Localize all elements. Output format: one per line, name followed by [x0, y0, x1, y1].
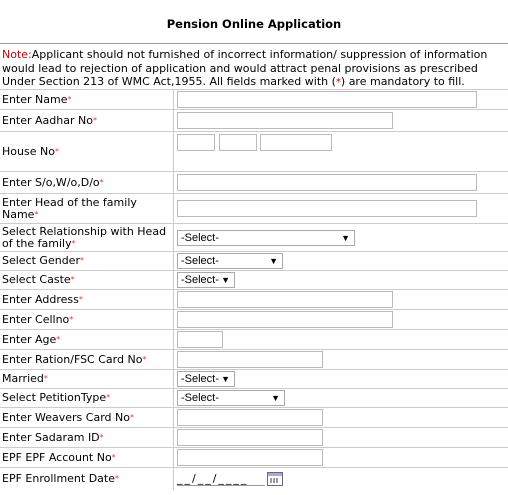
- married-label: Married: [2, 372, 44, 385]
- gender-selected-value: -Select-: [181, 255, 219, 267]
- required-marker: *: [115, 473, 120, 483]
- petition-type-selected-value: -Select-: [181, 392, 219, 404]
- swd-label: Enter S/o,W/o,D/o: [2, 175, 100, 189]
- instruction-note: [0, 43, 508, 92]
- cellno-input[interactable]: [177, 311, 393, 328]
- aadhar-input[interactable]: [177, 112, 393, 129]
- relationship-selected-value: -Select-: [181, 231, 219, 244]
- house-no-part1-input[interactable]: [177, 134, 215, 151]
- required-marker: *: [99, 177, 104, 187]
- epf-account-input[interactable]: [177, 449, 323, 466]
- sadaram-id-input[interactable]: [177, 429, 323, 446]
- required-marker: *: [43, 374, 48, 383]
- required-marker: *: [79, 256, 84, 265]
- relationship-select[interactable]: [177, 230, 355, 246]
- chevron-down-icon: ▼: [271, 393, 280, 403]
- age-input[interactable]: [177, 331, 223, 348]
- address-input[interactable]: [177, 291, 393, 308]
- calendar-icon[interactable]: [267, 472, 283, 486]
- petition-type-select[interactable]: [177, 390, 285, 406]
- married-select[interactable]: [177, 371, 235, 387]
- required-marker: *: [71, 238, 76, 248]
- chevron-down-icon: ▼: [341, 232, 350, 243]
- name-input[interactable]: [177, 91, 477, 108]
- required-marker: *: [111, 452, 116, 462]
- required-marker: *: [69, 314, 74, 324]
- note-label: Note:: [2, 48, 32, 61]
- address-label: Enter Address: [2, 292, 79, 306]
- ration-card-input[interactable]: [177, 351, 323, 368]
- house-no-label: House No: [2, 144, 55, 158]
- page-title: Pension Online Application: [166, 17, 342, 31]
- application-form: [0, 89, 508, 490]
- name-label: Enter Name: [2, 92, 68, 106]
- weavers-card-input[interactable]: [177, 409, 323, 426]
- head-of-family-input[interactable]: [177, 200, 477, 217]
- required-marker: *: [56, 334, 61, 344]
- required-marker: *: [70, 275, 75, 284]
- required-marker: *: [106, 393, 111, 402]
- relationship-label: Select Relationship with Head of the family: [2, 224, 167, 250]
- weavers-card-label: Enter Weavers Card No: [2, 410, 130, 424]
- caste-select[interactable]: [177, 272, 235, 288]
- house-no-part2-input[interactable]: [219, 134, 257, 151]
- chevron-down-icon: ▼: [221, 374, 230, 384]
- aadhar-label: Enter Aadhar No: [2, 113, 93, 127]
- note-required-mark: *: [335, 77, 341, 88]
- note-text-after: ) are mandatory to fill.: [340, 75, 465, 88]
- ration-card-label: Enter Ration/FSC Card No: [2, 352, 143, 366]
- required-marker: *: [34, 209, 39, 219]
- epf-account-label: EPF EPF Account No: [2, 450, 112, 464]
- required-marker: *: [142, 354, 147, 364]
- house-no-part3-input[interactable]: [260, 134, 332, 151]
- required-marker: *: [54, 146, 59, 156]
- age-label: Enter Age: [2, 332, 57, 346]
- required-marker: *: [99, 432, 104, 442]
- required-marker: *: [67, 94, 72, 104]
- gender-select[interactable]: [177, 253, 283, 269]
- married-selected-value: -Select-: [181, 373, 219, 385]
- gender-label: Select Gender: [2, 254, 80, 267]
- chevron-down-icon: ▼: [269, 256, 278, 266]
- required-marker: *: [129, 412, 134, 422]
- chevron-down-icon: ▼: [221, 275, 230, 285]
- epf-date-input[interactable]: __/__/____: [177, 472, 265, 486]
- caste-label: Select Caste: [2, 273, 71, 286]
- caste-selected-value: -Select-: [181, 274, 219, 286]
- epf-date-label: EPF Enrollment Date: [2, 471, 116, 485]
- swd-input[interactable]: [177, 174, 477, 191]
- required-marker: *: [92, 115, 97, 125]
- head-of-family-label: Enter Head of the family Name: [2, 195, 137, 221]
- sadaram-id-label: Enter Sadaram ID: [2, 430, 100, 444]
- cellno-label: Enter Cellno: [2, 312, 70, 326]
- note-text-before: Applicant should not furnished of incorrect information/ suppression of information would lead to rejection of application and would attract penal provisions as prescribed Under Section 213 of WMC Act,1955. All fields marked with (: [2, 48, 488, 88]
- required-marker: *: [78, 294, 83, 304]
- petition-type-label: Select PetitionType: [2, 391, 107, 404]
